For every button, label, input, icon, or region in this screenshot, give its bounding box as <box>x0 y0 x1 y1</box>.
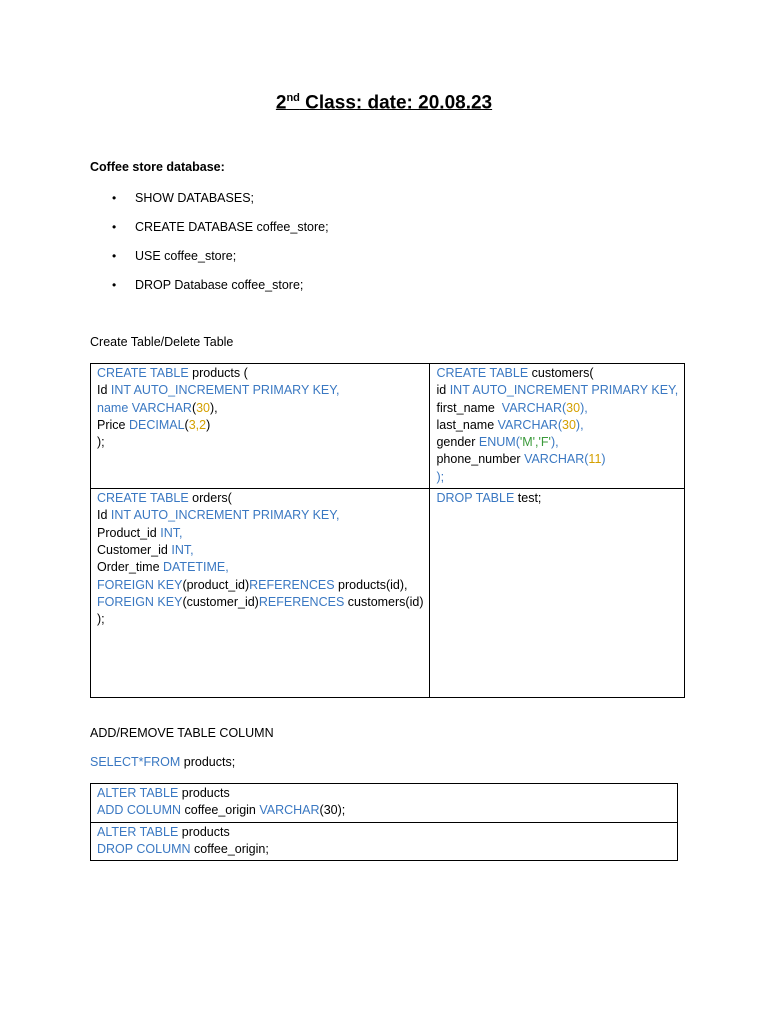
sql-text: phone_number <box>436 452 525 467</box>
sql-keyword: INT AUTO_INCREMENT PRIMARY KEY, <box>110 508 340 523</box>
create-tables-grid <box>90 363 685 698</box>
sql-keyword: ); <box>436 469 445 484</box>
sql-keyword: INT, <box>160 525 183 540</box>
list-item <box>90 188 329 217</box>
sql-keyword: CREATE TABLE <box>436 366 529 380</box>
section-label-create-delete: Create Table/Delete Table <box>90 335 234 349</box>
sql-keyword: VARCHAR <box>259 803 320 818</box>
sql-number: 30 <box>196 400 211 415</box>
subheading: Coffee store database: <box>90 160 225 174</box>
code-cell-alter-add <box>91 784 678 823</box>
list-item-text: CREATE DATABASE coffee_store; <box>135 220 329 234</box>
sql-text: (30); <box>319 803 346 818</box>
sql-text: ); <box>97 435 105 450</box>
code-line <box>97 577 423 594</box>
sql-number: 11 <box>588 452 602 467</box>
sql-text: products <box>178 786 230 800</box>
sql-text: id <box>436 383 450 398</box>
code-line <box>97 382 423 399</box>
sql-text: products ( <box>188 366 248 380</box>
sql-text: ); <box>97 612 105 627</box>
code-line <box>97 365 423 382</box>
sql-number: 3,2 <box>188 417 207 432</box>
code-line <box>97 611 423 628</box>
code-cell-products <box>91 364 430 489</box>
sql-text: (customer_id) <box>182 594 259 609</box>
title-superscript: nd <box>286 92 300 104</box>
sql-keyword: VARCHAR( <box>497 417 562 432</box>
code-line <box>97 785 671 802</box>
sql-text: Price <box>97 417 129 432</box>
code-line <box>97 490 423 507</box>
sql-text: ( <box>184 417 189 432</box>
sql-text: coffee_origin <box>181 803 260 818</box>
sql-text: coffee_origin; <box>190 841 269 856</box>
code-line <box>436 490 678 507</box>
sql-number: 30 <box>562 417 576 432</box>
code-cell-customers <box>430 364 685 489</box>
code-line <box>97 594 423 611</box>
bullet-icon: • <box>112 191 117 205</box>
list-item-text: SHOW DATABASES; <box>135 191 255 205</box>
code-line <box>97 802 671 819</box>
sql-keyword: FOREIGN KEY <box>97 577 183 592</box>
sql-keyword: INT, <box>171 542 194 557</box>
title-number: 2 <box>275 92 287 114</box>
code-line <box>97 824 671 841</box>
bullet-icon: • <box>112 278 117 292</box>
sql-text: Order_time <box>97 560 163 575</box>
sql-keyword: REFERENCES <box>258 594 345 609</box>
code-line <box>97 434 423 451</box>
sql-keyword: ALTER TABLE <box>97 824 179 839</box>
command-list <box>90 188 329 304</box>
bullet-icon: • <box>112 220 117 234</box>
sql-text: ), <box>210 400 218 415</box>
sql-text: products <box>178 824 230 839</box>
sql-keyword: VARCHAR( <box>524 452 589 467</box>
page-title <box>0 92 768 114</box>
list-item <box>90 275 329 304</box>
code-cell-alter-drop <box>91 822 678 861</box>
code-line <box>436 382 678 399</box>
sql-keyword: ), <box>580 400 588 415</box>
sql-keyword: ENUM( <box>478 435 520 450</box>
code-line <box>97 542 423 559</box>
sql-keyword: REFERENCES <box>249 577 335 592</box>
sql-keyword: ), <box>550 435 559 450</box>
code-line <box>97 559 423 576</box>
bullet-icon: • <box>112 249 117 263</box>
sql-keyword: VARCHAR( <box>501 400 567 415</box>
sql-number: 30 <box>566 400 581 415</box>
code-line <box>436 417 678 434</box>
sql-text: Product_id <box>97 525 161 540</box>
sql-text: Id <box>97 383 111 398</box>
code-cell-drop <box>430 489 685 698</box>
sql-string: 'M','F' <box>519 435 551 450</box>
code-line <box>97 525 423 542</box>
list-item <box>90 246 329 275</box>
sql-text: last_name <box>436 417 498 432</box>
code-line <box>436 400 678 417</box>
title-text: Class: date: 20.08.23 <box>299 92 493 114</box>
list-item-text: DROP Database coffee_store; <box>135 278 304 292</box>
sql-keyword: ADD COLUMN <box>97 803 182 818</box>
sql-text: Customer_id <box>97 542 172 557</box>
code-line <box>97 841 671 858</box>
sql-text: test; <box>514 491 542 506</box>
section-label-add-remove: ADD/REMOVE TABLE COLUMN <box>90 726 274 740</box>
sql-text: customers( <box>528 366 594 380</box>
sql-text: gender <box>436 435 479 450</box>
sql-text: (product_id) <box>182 577 250 592</box>
sql-text: products(id), <box>334 577 408 592</box>
code-line <box>97 417 423 434</box>
sql-keyword: DECIMAL <box>128 417 185 432</box>
select-keyword: SELECT*FROM <box>90 755 181 769</box>
sql-text: customers(id) <box>344 594 424 609</box>
list-item-text: USE coffee_store; <box>135 249 237 263</box>
sql-text: ( <box>191 400 197 415</box>
code-line <box>97 400 423 417</box>
sql-text: orders( <box>188 491 232 506</box>
sql-text: Id <box>97 508 111 523</box>
alter-tables-grid <box>90 783 678 861</box>
select-target: products; <box>180 755 236 769</box>
sql-keyword: DROP TABLE <box>436 491 515 506</box>
sql-keyword: DATETIME, <box>163 560 229 575</box>
sql-text: ) <box>206 417 211 432</box>
sql-keyword: INT AUTO_INCREMENT PRIMARY KEY, <box>449 383 679 398</box>
sql-text: first_name <box>436 400 502 415</box>
sql-keyword: CREATE TABLE <box>97 491 189 506</box>
sql-keyword: ), <box>575 417 584 432</box>
code-line <box>436 434 678 451</box>
sql-keyword: INT AUTO_INCREMENT PRIMARY KEY, <box>110 383 340 398</box>
code-cell-orders <box>91 489 430 698</box>
list-item <box>90 217 329 246</box>
sql-keyword: ) <box>601 452 606 467</box>
sql-keyword: DROP COLUMN <box>97 841 191 856</box>
code-line <box>436 469 678 486</box>
sql-keyword: ALTER TABLE <box>97 786 179 800</box>
select-statement <box>90 755 235 769</box>
code-line <box>436 365 678 382</box>
sql-keyword: FOREIGN KEY <box>97 594 183 609</box>
code-line <box>436 451 678 468</box>
code-line <box>97 507 423 524</box>
sql-keyword: name VARCHAR <box>97 400 192 415</box>
sql-keyword: CREATE TABLE <box>97 366 189 380</box>
